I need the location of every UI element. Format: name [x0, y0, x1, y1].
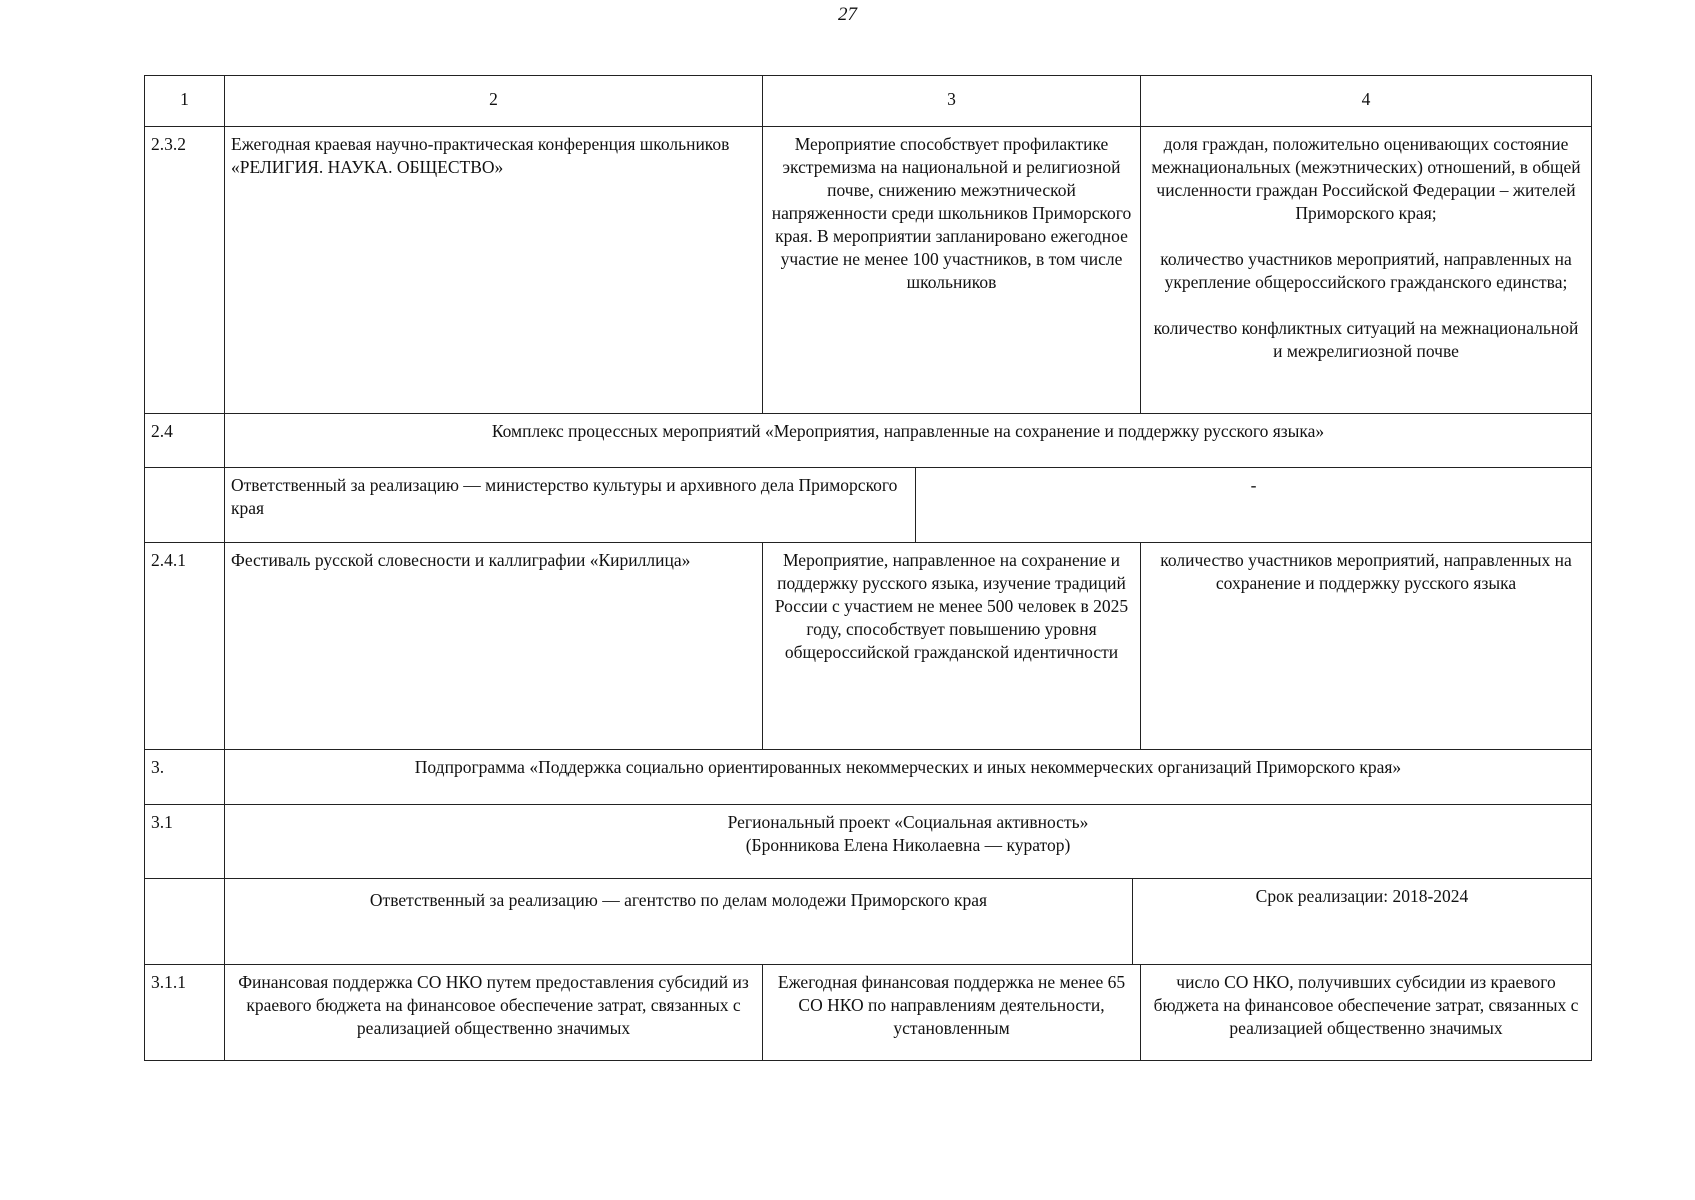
event-description: Ежегодная финансовая поддержка не менее 65 СО НКО по направлениям деятельности, установленным — [763, 965, 1141, 1061]
row-number: 2.3.2 — [145, 127, 225, 414]
indicator-text: доля граждан, положительно оценивающих состояние межнациональных (межэтнических) отношений, в общей численности граждан Российской Федерации – жителей Приморского края; — [1151, 134, 1581, 223]
indicator-text: количество участников мероприятий, направленных на укрепление общероссийского гражданского единства; — [1160, 249, 1572, 292]
section-title: Комплекс процессных мероприятий «Мероприятия, направленные на сохранение и поддержку русского языка» — [225, 414, 1592, 468]
implementation-term: Срок реализации: 2018-2024 — [1133, 879, 1592, 965]
section-row — [145, 805, 1592, 879]
header-col-2: 2 — [225, 76, 763, 127]
implementation-term: - — [916, 468, 1592, 543]
responsible-row — [145, 879, 1592, 965]
header-col-4: 4 — [1141, 76, 1592, 127]
row-number: 2.4.1 — [145, 543, 225, 750]
event-name: Финансовая поддержка СО НКО путем предоставления субсидий из краевого бюджета на финансовое обеспечение затрат, связанных с реализацией общественно значимых — [225, 965, 763, 1061]
event-name: Ежегодная краевая научно-практическая конференция школьников «РЕЛИГИЯ. НАУКА. ОБЩЕСТВО» — [225, 127, 763, 414]
row-number: 2.4 — [145, 414, 225, 468]
header-col-3: 3 — [763, 76, 1141, 127]
project-title: Региональный проект «Социальная активность» — [727, 812, 1089, 832]
header-col-1: 1 — [145, 76, 225, 127]
table-row — [145, 543, 1592, 750]
responsible-row — [145, 468, 1592, 543]
indicator-text: число СО НКО, получивших субсидии из краевого бюджета на финансовое обеспечение затрат, связанных с реализацией общественно значимых — [1141, 965, 1592, 1061]
responsible-text: Ответственный за реализацию — агентство по делам молодежи Приморского края — [225, 879, 1133, 965]
event-name: Фестиваль русской словесности и каллиграфии «Кириллица» — [225, 543, 763, 750]
indicator-text: количество конфликтных ситуаций на межнациональной и межрелигиозной почве — [1153, 318, 1579, 361]
indicators-cell — [1141, 127, 1592, 414]
table-header-row — [145, 76, 1592, 127]
table-row — [145, 965, 1592, 1061]
responsible-text: Ответственный за реализацию — министерство культуры и архивного дела Приморского края — [225, 468, 916, 543]
table-row — [145, 127, 1592, 414]
row-number: 3. — [145, 750, 225, 805]
empty-cell — [145, 468, 225, 543]
section-title: Подпрограмма «Поддержка социально ориентированных некоммерческих и иных некоммерческих организаций Приморского края» — [225, 750, 1592, 805]
section-row — [145, 414, 1592, 468]
empty-cell — [145, 879, 225, 965]
indicator-text: количество участников мероприятий, направленных на сохранение и поддержку русского языка — [1141, 543, 1592, 750]
project-curator: (Бронникова Елена Николаевна — куратор) — [745, 835, 1071, 855]
event-description: Мероприятие способствует профилактике экстремизма на национальной и религиозной почве, снижению межэтнической напряженности среди школьников Приморского края. В мероприятии запланировано ежегодное участие не менее 100 участников, в том числе школьников — [763, 127, 1141, 414]
page-number: 27 — [838, 4, 857, 25]
program-table — [144, 75, 1592, 1061]
row-number: 3.1.1 — [145, 965, 225, 1061]
event-description: Мероприятие, направленное на сохранение и поддержку русского языка, изучение традиций России с участием не менее 500 человек в 2025 году, способствует повышению уровня общероссийской гражданской идентичности — [763, 543, 1141, 750]
section-row — [145, 750, 1592, 805]
project-title-cell — [225, 805, 1592, 879]
row-number: 3.1 — [145, 805, 225, 879]
